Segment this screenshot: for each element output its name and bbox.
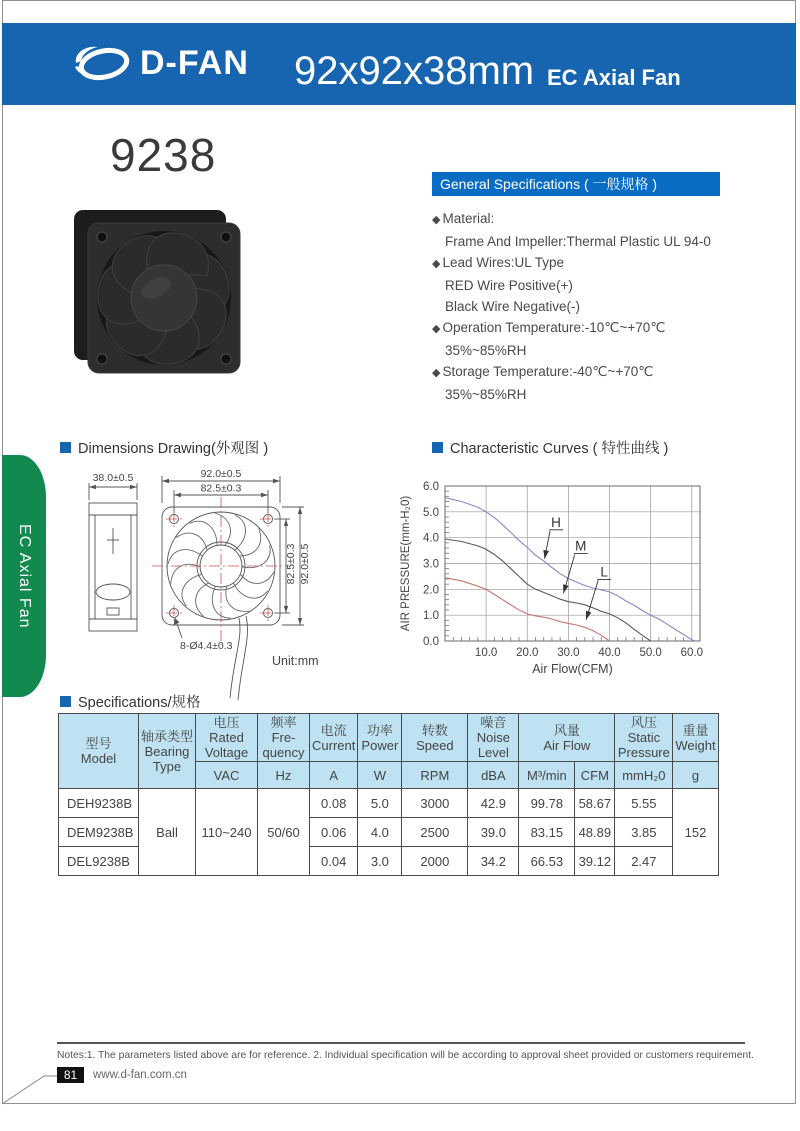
brand-name: D-FAN [140,43,249,82]
table-cell: 83.15 [519,818,575,847]
spec-text: Operation Temperature:-10℃~+70℃ [442,320,666,335]
y-tick-label: 1.0 [423,610,439,623]
table-cell: 0.06 [310,818,358,847]
page-subtitle: EC Axial Fan [547,65,681,90]
y-tick-label: 4.0 [423,532,439,545]
dim-depth: 38.0±0.5 [92,472,134,484]
spec-text: Storage Temperature:-40℃~+70℃ [442,364,654,379]
spec-line [432,208,720,231]
spec-text: Black Wire Negative(-) [445,299,581,314]
curve-label-M: M [575,538,587,554]
table-cell: 50/60 [258,789,310,876]
general-specifications-list [432,208,720,405]
table-header-cell: 轴承类型 Bearing Type [139,714,196,789]
dim-width-inner: 82.5±0.3 [200,482,242,495]
header-bar [2,23,796,105]
diamond-bullet-icon: ◆ [432,258,441,270]
table-cell: 99.78 [519,789,575,818]
table-cell: 110~240 [196,789,258,876]
table-header-cell: RPM [402,762,468,789]
x-tick-label: 60.0 [680,647,703,659]
x-tick-label: 50.0 [639,647,662,659]
arrowhead [543,550,549,559]
general-specifications-title: General Specifications ( 一般规格 ) [432,172,720,196]
table-cell: 58.67 [575,789,615,818]
arrowhead [563,584,569,593]
spec-text: Frame And Impeller:Thermal Plastic UL 94-0 [445,234,711,249]
blue-square-icon [432,442,443,453]
table-header-cell: 功率 Power [358,714,402,762]
table-header-cell: 噪音 Noise Level [468,714,519,762]
footer-notes: Notes:1. The parameters listed above are for reference. 2. Individual specification will be according to approval sheet provided or customers requirement. [57,1050,754,1061]
spec-text: RED Wire Positive(+) [445,278,573,293]
table-header-cell: g [673,762,718,789]
x-tick-label: 30.0 [557,647,580,659]
x-axis-label: Air Flow(CFM) [532,662,613,676]
table-header-cell: Hz [258,762,310,789]
table-cell: 34.2 [468,847,519,876]
curve-M [445,539,651,641]
table-cell: 0.04 [310,847,358,876]
table-cell: 39.12 [575,847,615,876]
page-number-badge: 81 [57,1067,84,1083]
table-header-cell: W [358,762,402,789]
table-header-cell: mmH₂0 [615,762,673,789]
table-cell: 48.89 [575,818,615,847]
product-photo-fan [66,196,258,392]
table-header-cell: CFM [575,762,615,789]
y-tick-label: 5.0 [423,506,439,519]
blue-square-icon [60,442,71,453]
table-cell: 0.08 [310,789,358,818]
table-header-cell: 型号 Model [59,714,139,789]
spec-line [432,252,720,275]
table-row [59,789,719,818]
page-title: 92x92x38mm [294,49,535,93]
spec-line [432,340,720,361]
spec-text: Material: [442,211,495,226]
table-header-cell: 风量 Air Flow [519,714,615,762]
spec-line [432,384,720,405]
table-cell: 4.0 [358,818,402,847]
table-header-cell: VAC [196,762,258,789]
characteristic-curves-chart [398,470,720,682]
table-header-cell: 风压 Static Pressure [615,714,673,762]
general-specifications-panel [432,172,720,405]
fan-swoosh-icon [72,41,132,85]
spec-line [432,275,720,296]
spec-text: Lead Wires:UL Type [442,255,565,270]
table-header-cell: 重量 Weight [673,714,718,762]
table-cell: 3.85 [615,818,673,847]
spec-line [432,361,720,384]
curves-section-title: Characteristic Curves ( 特性曲线 ) [432,437,668,458]
spec-line [432,317,720,340]
side-tab-ec-axial-fan: EC Axial Fan [2,455,46,697]
dim-holes: 8-Ø4.4±0.3 [180,640,233,652]
table-cell: 3.0 [358,847,402,876]
spec-line [432,231,720,252]
x-tick-label: 10.0 [474,647,498,659]
table-header-cell: A [310,762,358,789]
y-tick-label: 3.0 [423,558,439,571]
table-header-cell: 转数 Speed [402,714,468,762]
table-cell: 5.55 [615,789,673,818]
website-link[interactable]: www.d-fan.com.cn [93,1069,187,1081]
y-tick-label: 2.0 [423,584,439,597]
spec-text: 35%~85%RH [445,343,527,358]
dim-height-outer: 92.0±0.5 [299,543,311,585]
curve-label-L: L [600,564,608,580]
dimensions-drawing [58,466,418,706]
model-number: 9238 [110,129,217,181]
table-cell: 2500 [402,818,468,847]
brand-logo [72,41,249,85]
table-cell: DEL9238B [59,847,139,876]
table-header-cell: 频率 Fre- quency [258,714,310,762]
spec-line [432,296,720,317]
table-cell: 5.0 [358,789,402,818]
dim-height-inner: 82.5±0.3 [285,543,297,585]
curve-label-H: H [551,514,561,530]
y-axis-label: AIR PRESSURE(mm-H₂0) [400,495,412,632]
dim-unit: Unit:mm [272,654,319,668]
dimensions-section-title: Dimensions Drawing(外观图 ) [60,437,268,458]
diamond-bullet-icon: ◆ [432,323,441,335]
table-cell: DEM9238B [59,818,139,847]
footer-rule [57,1042,745,1044]
specifications-section-title: Specifications/规格 [60,691,201,712]
table-cell: DEH9238B [59,789,139,818]
specs-table [58,713,719,876]
table-header-cell: M³/min [519,762,575,789]
table-header-cell: dBA [468,762,519,789]
table-cell: Ball [139,789,196,876]
table-header-cell: 电压 Rated Voltage [196,714,258,762]
table-cell: 2.47 [615,847,673,876]
x-tick-label: 40.0 [598,647,621,659]
corner-decoration-line [0,1040,60,1110]
x-tick-label: 20.0 [516,647,539,659]
spec-text: 35%~85%RH [445,387,527,402]
dim-width-outer: 92.0±0.5 [200,468,242,480]
diamond-bullet-icon: ◆ [432,367,441,379]
table-cell: 42.9 [468,789,519,818]
table-header-cell: 电流 Current [310,714,358,762]
y-tick-label: 6.0 [423,481,439,493]
y-tick-label: 0.0 [423,636,439,648]
table-cell: 39.0 [468,818,519,847]
diamond-bullet-icon: ◆ [432,214,441,226]
table-cell: 3000 [402,789,468,818]
table-cell: 152 [673,789,718,876]
table-cell: 66.53 [519,847,575,876]
table-cell: 2000 [402,847,468,876]
